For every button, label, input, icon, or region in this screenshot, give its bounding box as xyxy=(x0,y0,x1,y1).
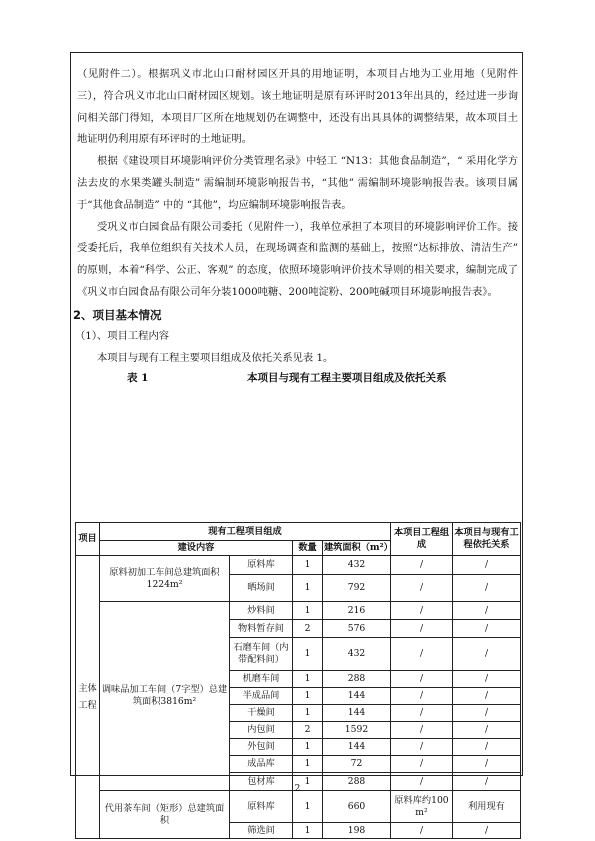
qty-cell: 1 xyxy=(293,602,323,620)
dependency-cell: / xyxy=(453,671,521,688)
qty-cell: 1 xyxy=(293,671,323,688)
table-number: 表 1 xyxy=(127,372,149,385)
this-project-cell: / xyxy=(391,671,453,688)
dependency-cell: / xyxy=(453,773,521,791)
qty-cell: 2 xyxy=(293,722,323,739)
table-intro: 本项目与现有工程主要项目组成及依托关系见表 1。 xyxy=(97,351,334,364)
this-project-cell: / xyxy=(391,705,453,722)
group-name-seasoning: 调味品加工车间（7字型）总建筑面积3816m² xyxy=(100,602,230,791)
group-name-raw-material: 原料初加工车间总建筑面积1224m² xyxy=(100,556,230,602)
this-project-cell: / xyxy=(391,773,453,791)
this-project-cell: / xyxy=(391,575,453,602)
room-cell: 石磨车间（内带配料间） xyxy=(230,638,293,671)
room-cell: 成品库 xyxy=(230,756,293,773)
area-cell: 216 xyxy=(323,602,391,620)
room-cell: 内包间 xyxy=(230,722,293,739)
group-name-substitute-tea: 代用茶车间（矩形）总建筑面积 xyxy=(100,791,230,839)
area-cell: 288 xyxy=(323,671,391,688)
this-project-cell: 原料库约100 m² xyxy=(391,791,453,823)
this-project-cell: / xyxy=(391,739,453,756)
this-project-cell: / xyxy=(391,638,453,671)
this-project-cell: / xyxy=(391,756,453,773)
dependency-cell: / xyxy=(453,602,521,620)
dependency-cell: 利用现有 xyxy=(453,791,521,823)
this-project-cell: / xyxy=(391,688,453,705)
page-number: 2 xyxy=(294,784,301,794)
area-cell: 576 xyxy=(323,620,391,638)
qty-cell: 1 xyxy=(293,638,323,671)
this-project-cell: / xyxy=(391,823,453,839)
qty-cell: 1 xyxy=(293,823,323,839)
category-cell: 主体工程 xyxy=(76,556,100,839)
area-cell: 660 xyxy=(323,791,391,823)
qty-cell: 1 xyxy=(293,688,323,705)
qty-cell: 1 xyxy=(293,739,323,756)
qty-cell: 1 xyxy=(293,575,323,602)
header-area: 建筑面积（m²） xyxy=(323,541,391,556)
area-cell: 792 xyxy=(323,575,391,602)
dependency-cell: / xyxy=(453,575,521,602)
section-title: 2、项目基本情况 xyxy=(73,307,162,322)
table-title: 本项目与现有工程主要项目组成及依托关系 xyxy=(247,372,447,385)
table-row xyxy=(76,556,521,575)
room-cell: 原料库 xyxy=(230,791,293,823)
dependency-cell: / xyxy=(453,638,521,671)
qty-cell: 1 xyxy=(293,705,323,722)
area-cell: 198 xyxy=(323,823,391,839)
paragraph-land-use: （见附件二）。根据巩义市北山口耐材园区开具的用地证明，本项目占地为工业用地（见附件三），符合巩义市北山口耐材园区规划。该土地证明是原有环评时2013年出具的，经过进一步询问相关部门得知，本项目厂区所在地规划仍在调整中，还没有出具具体的调整结果，故本项目土地证明仍利用原有环评时的土地证明。 xyxy=(77,68,518,146)
qty-cell: 1 xyxy=(293,556,323,575)
room-cell: 原料库 xyxy=(230,556,293,575)
dependency-cell: / xyxy=(453,722,521,739)
header-this-project: 本项目工程组成 xyxy=(391,523,453,556)
dependency-cell: / xyxy=(453,556,521,575)
area-cell: 432 xyxy=(323,556,391,575)
qty-cell: 1 xyxy=(293,773,323,791)
paragraph-commission: 受巩义市白园食品有限公司委托（见附件一），我单位承担了本项目的环境影响评价工作。接受委托后，我单位组织有关技术人员，在现场调查和监测的基础上，按照“达标排放、清洁生产” 的原则，本着“科学、公正、客观” 的态度，依照环境影响评价技术导则的相关要求，编制完成了《巩义市白园食品有限公司年分装1000吨糖、200吨淀粉、200吨碱项目环境影响报告表》。 xyxy=(77,220,518,298)
dependency-cell: / xyxy=(453,739,521,756)
area-cell: 144 xyxy=(323,739,391,756)
qty-cell: 1 xyxy=(293,756,323,773)
header-build-content: 建设内容 xyxy=(100,541,293,556)
this-project-cell: / xyxy=(391,620,453,638)
qty-cell: 2 xyxy=(293,620,323,638)
room-cell: 包材库 xyxy=(230,773,293,791)
area-cell: 144 xyxy=(323,705,391,722)
dependency-cell: / xyxy=(453,823,521,839)
paragraph-classification: 根据《建设项目环境影响评价分类管理名录》中轻工 “N13：其他食品制造”，“ 采用化学方法去皮的水果类罐头制造” 需编制环境影响报告书，“其他” 需编制环境影响报告表。该项目属于“其他食品制造” 中的 “其他”，均应编制环境影响报告表。 xyxy=(77,155,518,211)
subsection-title: （1）、项目工程内容 xyxy=(75,329,170,342)
area-cell: 1592 xyxy=(323,722,391,739)
header-item: 项目 xyxy=(76,523,100,556)
dependency-cell: / xyxy=(453,688,521,705)
table-row xyxy=(76,602,521,620)
this-project-cell: / xyxy=(391,602,453,620)
room-cell: 炒料间 xyxy=(230,602,293,620)
header-existing-group: 现有工程项目组成 xyxy=(100,523,391,541)
room-cell: 晒场间 xyxy=(230,575,293,602)
this-project-cell: / xyxy=(391,722,453,739)
room-cell: 干燥间 xyxy=(230,705,293,722)
room-cell: 半成品间 xyxy=(230,688,293,705)
body-text xyxy=(71,64,524,388)
header-dependency: 本项目与现有工程依托关系 xyxy=(453,523,521,556)
area-cell: 432 xyxy=(323,638,391,671)
dependency-cell: / xyxy=(453,756,521,773)
room-cell: 筛选间 xyxy=(230,823,293,839)
header-quantity: 数量 xyxy=(293,541,323,556)
room-cell: 物料暂存间 xyxy=(230,620,293,638)
area-cell: 72 xyxy=(323,756,391,773)
dependency-cell: / xyxy=(453,705,521,722)
room-cell: 机磨车间 xyxy=(230,671,293,688)
room-cell: 外包间 xyxy=(230,739,293,756)
area-cell: 144 xyxy=(323,688,391,705)
content-frame xyxy=(70,52,523,836)
table-caption xyxy=(71,369,524,388)
table-row xyxy=(76,791,521,823)
qty-cell: 1 xyxy=(293,791,323,823)
dependency-cell: / xyxy=(453,620,521,638)
area-cell: 288 xyxy=(323,773,391,791)
this-project-cell: / xyxy=(391,556,453,575)
